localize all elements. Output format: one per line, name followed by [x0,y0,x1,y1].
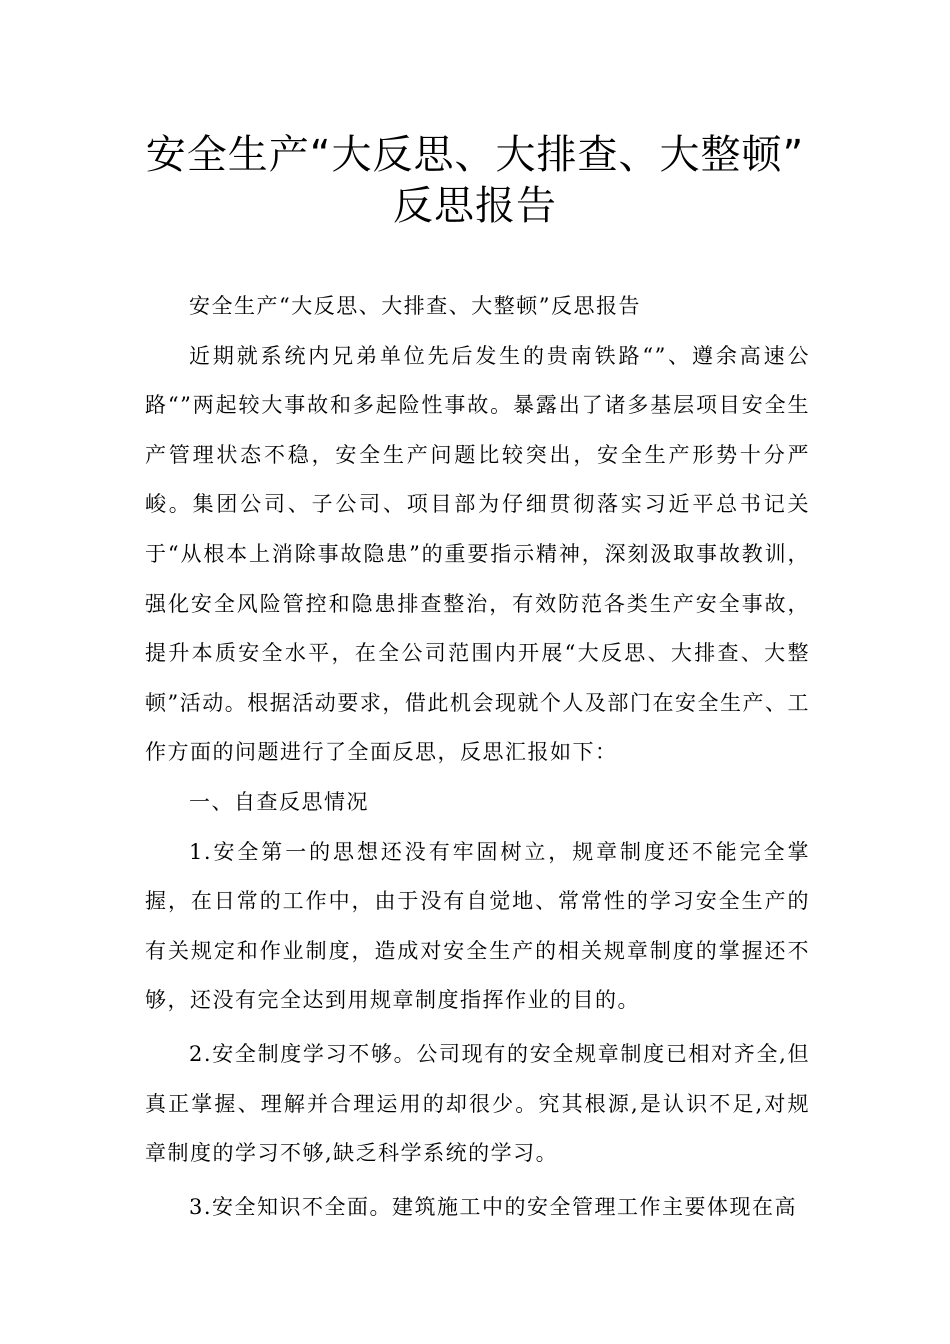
document-title-line-1: 安全生产“大反思、大排查、大整顿” [145,132,805,178]
section-heading-self-check: 一、自查反思情况 [189,789,369,814]
paragraph-item-1: 1.安全第一的思想还没有牢固树立，规章制度还不能完全掌握，在日常的工作中，由于没有自觉地、常常性的学习安全生产的有关规定和作业制度，造成对安全生产的相关规章制度的掌握还不够，还没有完全达到用规章制度指挥作业的目的。 [145,839,810,1013]
paragraph-heading-repeat: 安全生产“大反思、大排查、大整顿”反思报告 [189,294,641,318]
paragraph-intro: 近期就系统内兄弟单位先后发生的贵南铁路“”、遵余高速公路“”两起较大事故和多起险性事故。暴露出了诸多基层项目安全生产管理状态不稳，安全生产问题比较突出，安全生产形势十分严峻。集团公司、子公司、项目部为仔细贯彻落实习近平总书记关于“从根本上消除事故隐患”的重要指示精神，深刻汲取事故教训，强化安全风险管控和隐患排查整治，有效防范各类生产安全事故，提升本质安全水平，在全公司范围内开展“大反思、大排查、大整顿”活动。根据活动要求，借此机会现就个人及部门在安全生产、工作方面的问题进行了全面反思，反思汇报如下： [145,343,810,765]
paragraph-item-3: 3.安全知识不全面。建筑施工中的安全管理工作主要体现在高 [189,1194,798,1219]
paragraph-item-2: 2.安全制度学习不够。公司现有的安全规章制度已相对齐全,但真正掌握、理解并合理运用的却很少。究其根源,是认识不足,对规章制度的学习不够,缺乏科学系统的学习。 [145,1041,810,1166]
document-title-line-2: 反思报告 [393,183,557,229]
document-body [145,282,810,1232]
